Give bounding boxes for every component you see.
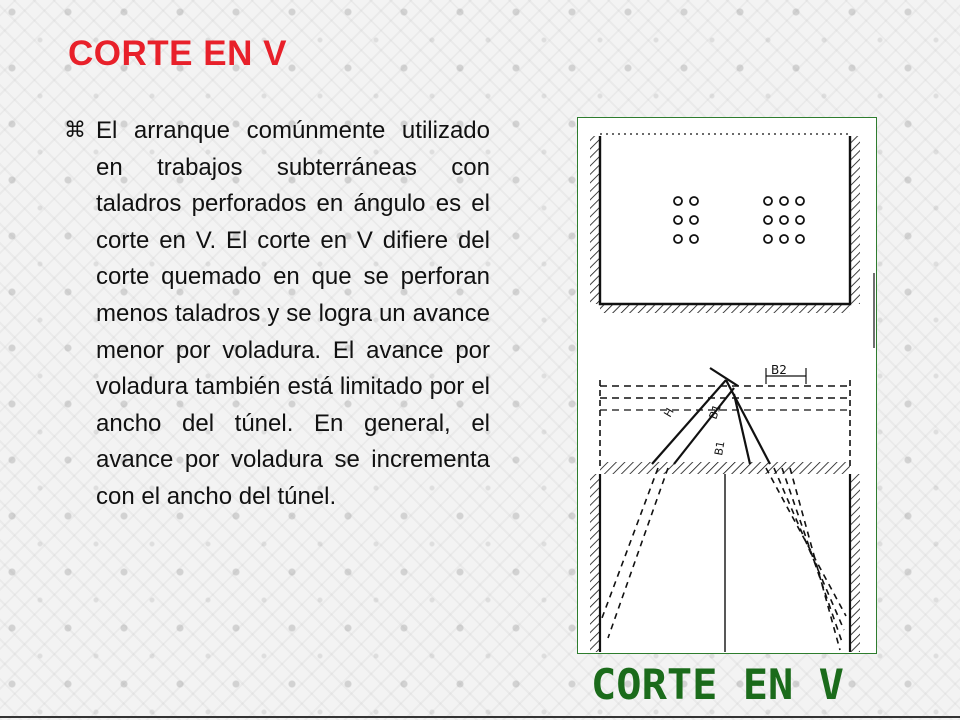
lower-left-wall-hatch (590, 474, 600, 652)
bottom-divider (0, 716, 960, 718)
b1-label: B1 (706, 402, 724, 422)
bullet-icon: ⌘ (64, 118, 86, 143)
lower-right-wall-hatch (850, 474, 860, 652)
v-cut-figure (577, 117, 877, 654)
left-wall-hatch (590, 136, 600, 304)
v-cut-diagram (578, 118, 875, 652)
floor-hatch (600, 304, 850, 313)
plan-view (590, 363, 860, 652)
figure-caption: CORTE EN V (591, 660, 844, 709)
fan-lines (602, 468, 846, 650)
right-wall-hatch (850, 136, 860, 304)
front-view (590, 134, 874, 348)
b1-lower-label: B1 (712, 439, 728, 457)
b2-label: B2 (771, 363, 787, 377)
h-label: H (661, 405, 677, 420)
drill-holes (674, 197, 804, 243)
face-hatch (600, 462, 850, 474)
slide-title: CORTE EN V (68, 34, 287, 73)
body-paragraph: El arranque comúnmente utilizado en trabajos subterráneas con taladros perforados en ángulo es el corte en V. El corte en V difiere del corte quemado en que se perforan menos taladros y se logra un avance menor por voladura. El avance por voladura también está limitado por el ancho del túnel. En general, el avance por voladura se incrementa con el ancho del túnel. (96, 117, 490, 510)
